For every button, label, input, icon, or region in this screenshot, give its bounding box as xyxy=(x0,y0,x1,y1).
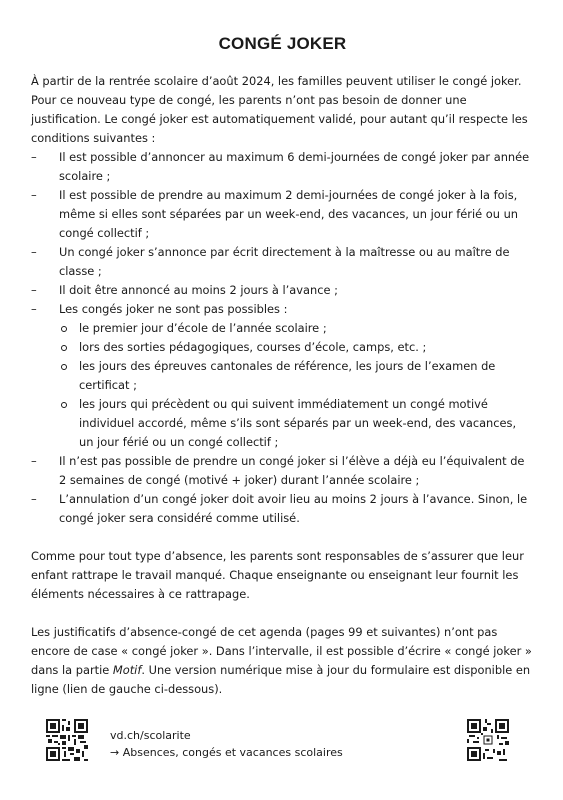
rule-text: Il est possible d’annoncer au maximum 6 demi-journées de congé joker par année scolaire ; xyxy=(59,150,530,183)
dash-marker: – xyxy=(31,302,37,316)
rules-list-continued xyxy=(31,452,534,528)
forms-text-after: . Une version numérique mise à jour du formulaire est disponible en ligne (lien de gauche ci-dessous). xyxy=(31,663,531,696)
rule-item xyxy=(31,490,534,528)
rule-item xyxy=(31,281,534,300)
exclusion-text: le premier jour d’école de l’année scolaire ; xyxy=(79,321,327,335)
rule-item xyxy=(31,300,534,319)
document-body xyxy=(31,72,534,699)
exclusion-text: les jours qui précèdent ou qui suivent immédiatement un congé motivé individuel accordé, même s’ils sont séparés par un week-end, des vacances, un jour férié ou un congé collectif ; xyxy=(79,397,517,449)
rule-item xyxy=(31,243,534,281)
circle-bullet-icon xyxy=(61,326,67,332)
rule-text: Un congé joker s’annonce par écrit directement à la maîtresse ou au maître de classe ; xyxy=(59,245,510,278)
rule-text: Il n’est pas possible de prendre un congé joker si l’élève a déjà eu l’équivalent de 2 semaines de congé (motivé + joker) durant l’année scolaire ; xyxy=(59,454,525,487)
exclusion-item xyxy=(31,338,534,357)
qr-code-left-icon[interactable] xyxy=(46,719,88,761)
page-title: CONGÉ JOKER xyxy=(218,34,347,53)
rule-item xyxy=(31,148,534,186)
footer-absences-link[interactable]: → Absences, congés et vacances scolaires xyxy=(110,746,343,759)
rule-item xyxy=(31,452,534,490)
rule-text: Il est possible de prendre au maximum 2 demi-journées de congé joker à la fois, même si elles sont séparées par un week-end, des vacances, un jour férié ou un congé collectif ; xyxy=(59,188,519,240)
dash-marker: – xyxy=(31,188,37,202)
circle-bullet-icon xyxy=(61,402,67,408)
exclusion-item xyxy=(31,395,534,452)
rule-text: Les congés joker ne sont pas possibles : xyxy=(59,302,288,316)
qr-code-right-icon[interactable] xyxy=(467,719,509,761)
exclusion-item xyxy=(31,319,534,338)
rule-text: Il doit être annoncé au moins 2 jours à l’avance ; xyxy=(59,283,338,297)
footer-links xyxy=(110,727,343,761)
intro-paragraph: À partir de la rentrée scolaire d’août 2024, les familles peuvent utiliser le congé joker. Pour ce nouveau type de congé, les parents n’ont pas besoin de donner une justification. Le congé joker est automatiquement validé, pour autant qu’il respecte les conditions suivantes : xyxy=(31,74,528,145)
motif-emphasis: Motif xyxy=(112,663,142,677)
dash-marker: – xyxy=(31,245,37,259)
footer xyxy=(31,719,534,769)
circle-bullet-icon xyxy=(61,345,67,351)
dash-marker: – xyxy=(31,492,37,506)
exclusion-text: les jours des épreuves cantonales de référence, les jours de l’examen de certificat ; xyxy=(79,359,496,392)
dash-marker: – xyxy=(31,283,37,297)
exclusion-item xyxy=(31,357,534,395)
exclusion-text: lors des sorties pédagogiques, courses d’école, camps, etc. ; xyxy=(79,340,427,354)
dash-marker: – xyxy=(31,150,37,164)
catch-up-paragraph: Comme pour tout type d’absence, les parents sont responsables de s’assurer que leur enfant rattrape le travail manqué. Chaque enseignante ou enseignant leur fournit les éléments nécessaires à ce rattrapage. xyxy=(31,549,524,601)
circle-bullet-icon xyxy=(61,364,67,370)
footer-url-link[interactable]: vd.ch/scolarite xyxy=(110,729,191,742)
forms-text-before: Les justificatifs d’absence-congé de cet agenda (pages 99 et suivantes) n’ont pas encore de case « congé joker ». Dans l’intervalle, il est possible d’écrire « congé joker » dans la partie xyxy=(31,625,532,677)
exclusions-list xyxy=(31,319,534,452)
rules-list xyxy=(31,148,534,319)
forms-paragraph xyxy=(31,623,534,699)
rule-item xyxy=(31,186,534,243)
rule-text: L’annulation d’un congé joker doit avoir lieu au moins 2 jours à l’avance. Sinon, le congé joker sera considéré comme utilisé. xyxy=(59,492,528,525)
dash-marker: – xyxy=(31,454,37,468)
